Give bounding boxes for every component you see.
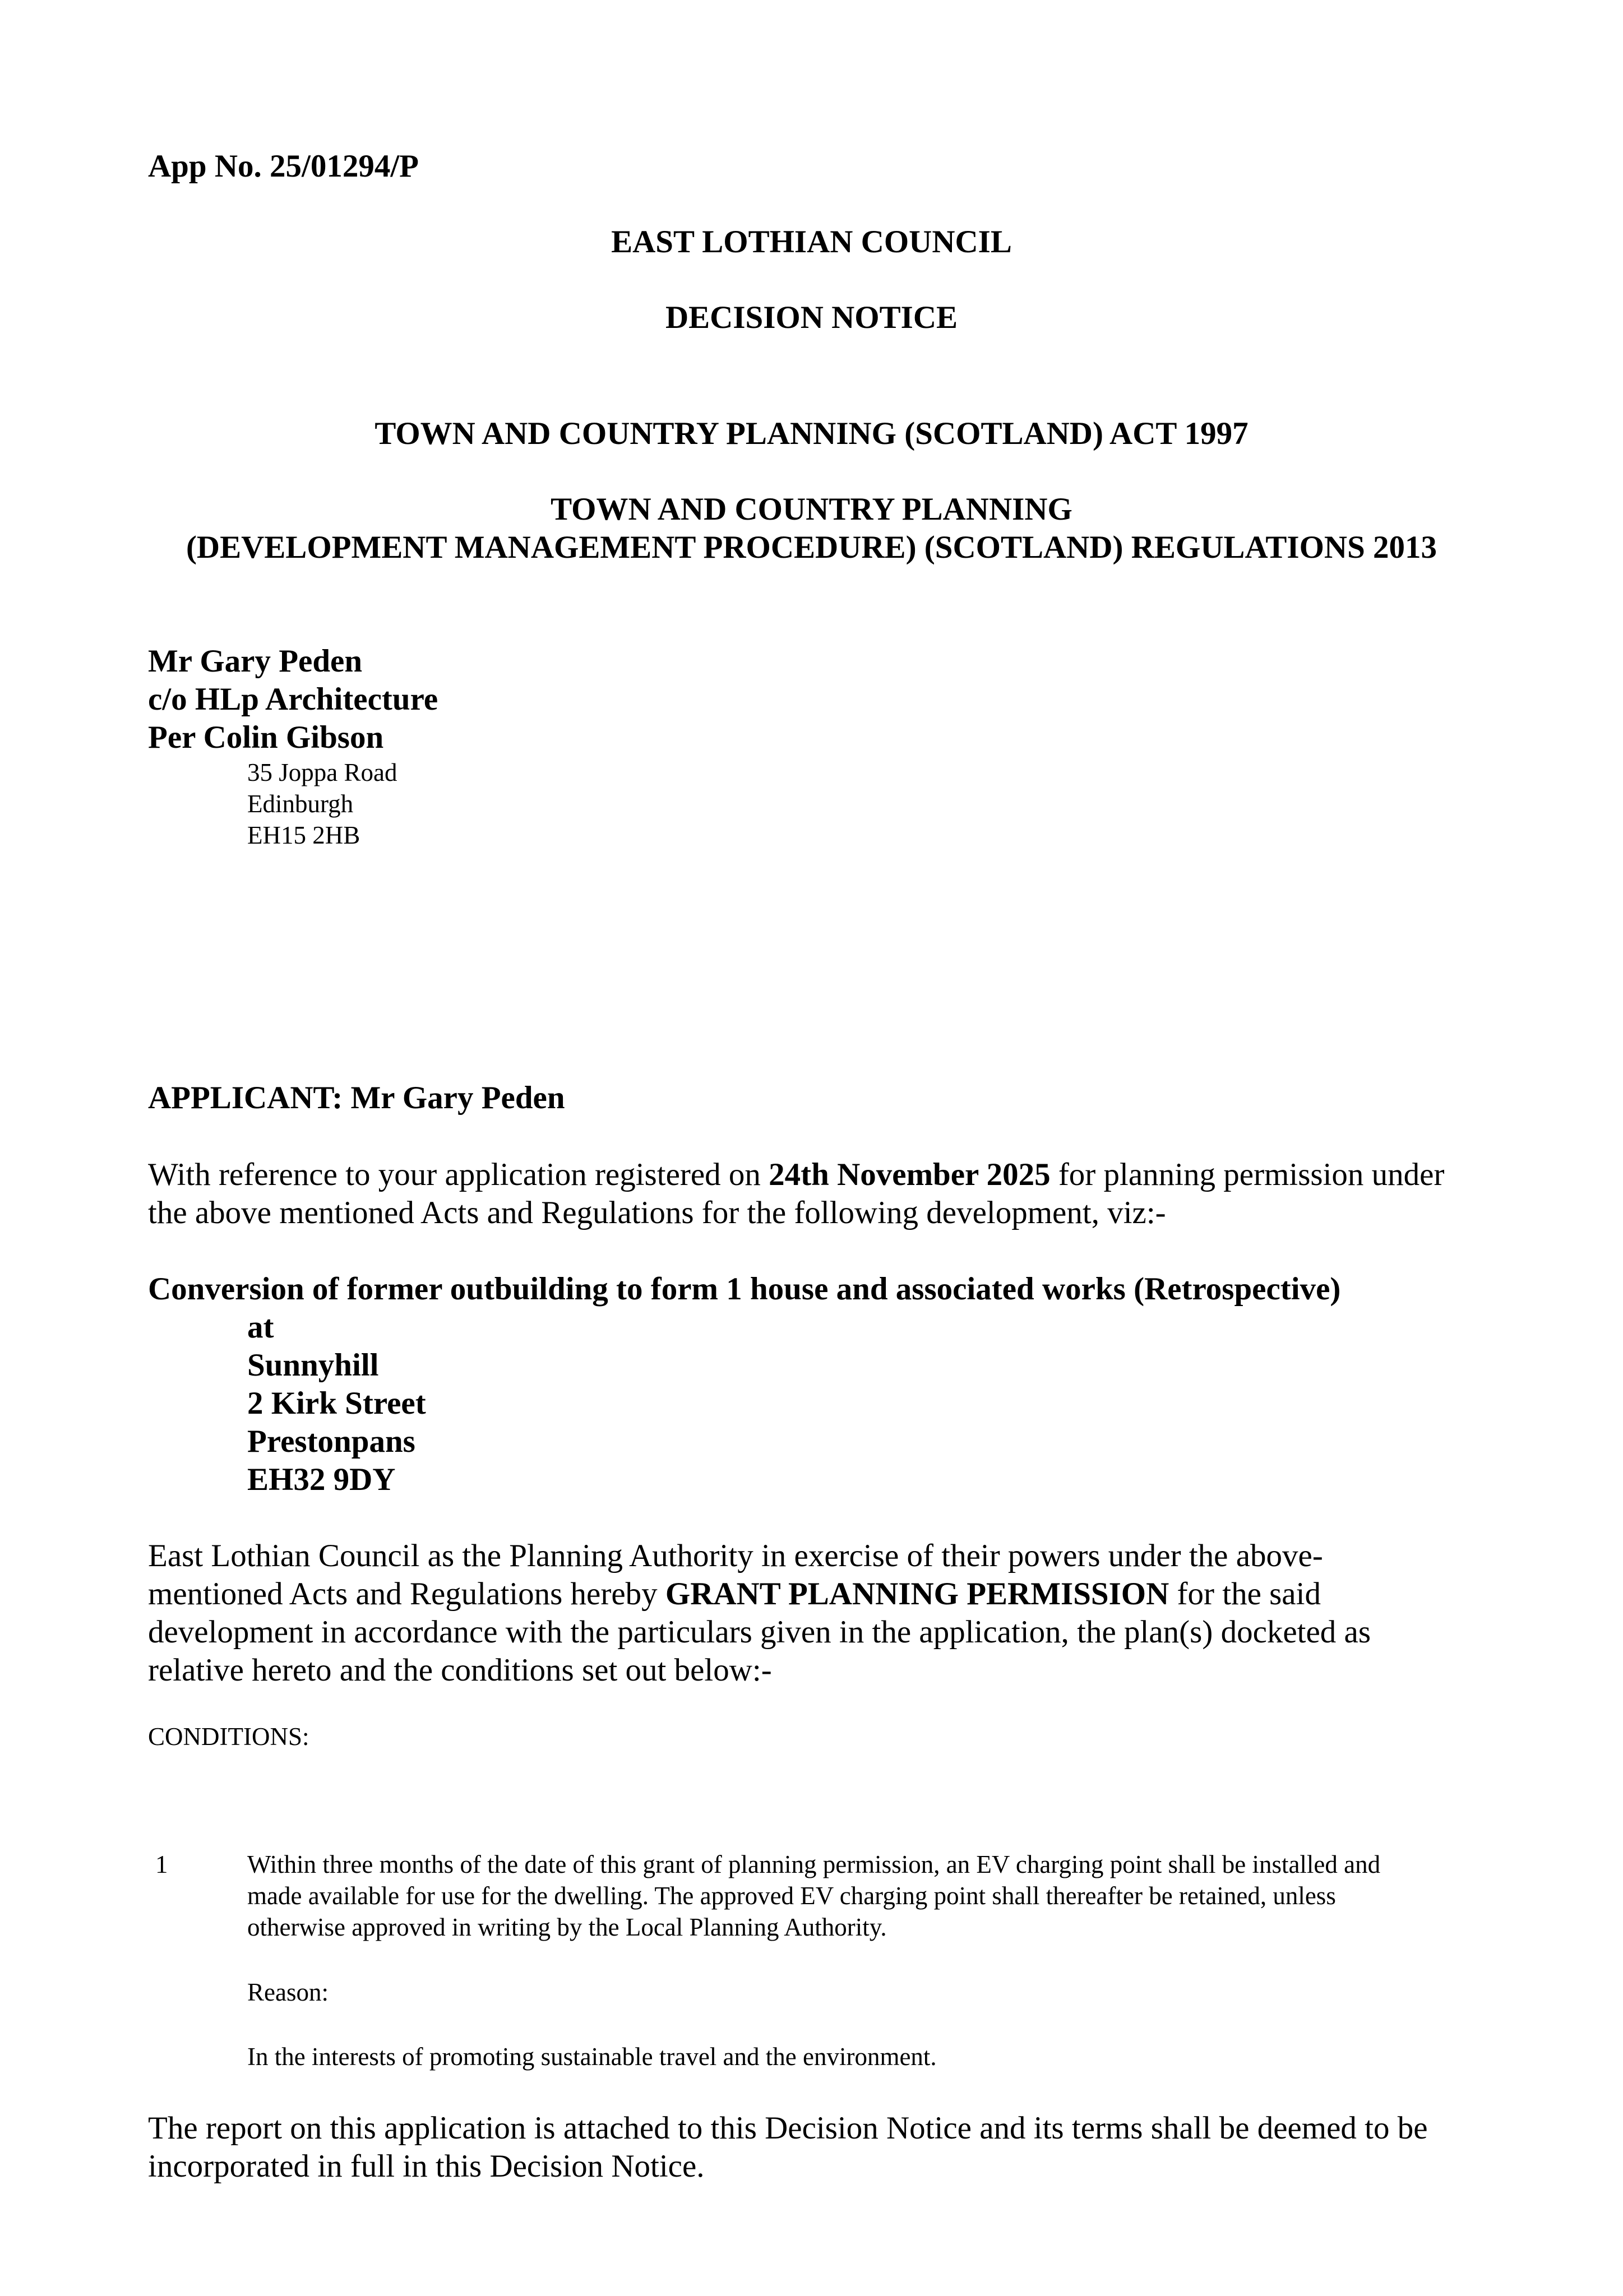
- reference-line2: the above mentioned Acts and Regulations for the following development, viz:-: [148, 1195, 1166, 1230]
- decision-text-before-grant: mentioned Acts and Regulations hereby: [148, 1576, 665, 1612]
- site-postcode: EH32 9DY: [247, 1462, 396, 1497]
- condition-number: 1: [155, 1850, 168, 1878]
- reference-line1: [148, 1156, 1444, 1194]
- grant-planning-permission: GRANT PLANNING PERMISSION: [665, 1576, 1169, 1612]
- condition-text-line3: otherwise approved in writing by the Local Planning Authority.: [247, 1913, 887, 1941]
- site-name: Sunnyhill: [247, 1348, 379, 1383]
- recipient-name: Mr Gary Peden: [148, 644, 363, 679]
- recipient-address-line2: Edinburgh: [247, 790, 354, 818]
- condition-text-line1: Within three months of the date of this grant of planning permission, an EV charging point shall be installed and: [247, 1850, 1381, 1878]
- applicant-line: APPLICANT: Mr Gary Peden: [148, 1080, 565, 1115]
- footer-line1: The report on this application is attached to this Decision Notice and its terms shall be deemed to be: [148, 2110, 1428, 2146]
- act-heading: TOWN AND COUNTRY PLANNING (SCOTLAND) ACT 1997: [374, 416, 1249, 451]
- recipient-address-line1: 35 Joppa Road: [247, 758, 397, 786]
- reference-text-before-date: With reference to your application registered on: [148, 1157, 769, 1192]
- regulations-heading-line2: (DEVELOPMENT MANAGEMENT PROCEDURE) (SCOTLAND) REGULATIONS 2013: [186, 530, 1437, 565]
- recipient-postcode: EH15 2HB: [247, 821, 360, 849]
- notice-type-heading: DECISION NOTICE: [665, 300, 958, 335]
- decision-line3: development in accordance with the particulars given in the application, the plan(s) docketed as: [148, 1614, 1371, 1650]
- registration-date: 24th November 2025: [769, 1157, 1051, 1192]
- site-town: Prestonpans: [247, 1424, 415, 1459]
- condition-reason-label: Reason:: [247, 1978, 329, 2006]
- reference-text-after-date: for planning permission under: [1050, 1157, 1445, 1192]
- decision-text-after-grant: for the said: [1169, 1576, 1321, 1612]
- footer-line2: incorporated in full in this Decision Notice.: [148, 2149, 705, 2184]
- application-number: App No. 25/01294/P: [148, 149, 419, 184]
- council-heading: EAST LOTHIAN COUNCIL: [611, 224, 1012, 260]
- development-at: at: [247, 1309, 274, 1345]
- conditions-heading: CONDITIONS:: [148, 1723, 309, 1751]
- recipient-care-of: c/o HLp Architecture: [148, 682, 438, 717]
- site-street: 2 Kirk Street: [247, 1386, 426, 1421]
- recipient-per: Per Colin Gibson: [148, 720, 384, 755]
- regulations-heading-line1: TOWN AND COUNTRY PLANNING: [551, 492, 1072, 527]
- decision-line4: relative hereto and the conditions set out below:-: [148, 1652, 772, 1688]
- condition-text-line2: made available for use for the dwelling. The approved EV charging point shall thereafter be retained, unless: [247, 1882, 1336, 1910]
- condition-reason-text: In the interests of promoting sustainable travel and the environment.: [247, 2043, 937, 2071]
- development-description: Conversion of former outbuilding to form 1 house and associated works (Retrospective): [148, 1271, 1341, 1307]
- decision-line1: East Lothian Council as the Planning Authority in exercise of their powers under the above-: [148, 1538, 1323, 1573]
- decision-line2: [148, 1575, 1321, 1613]
